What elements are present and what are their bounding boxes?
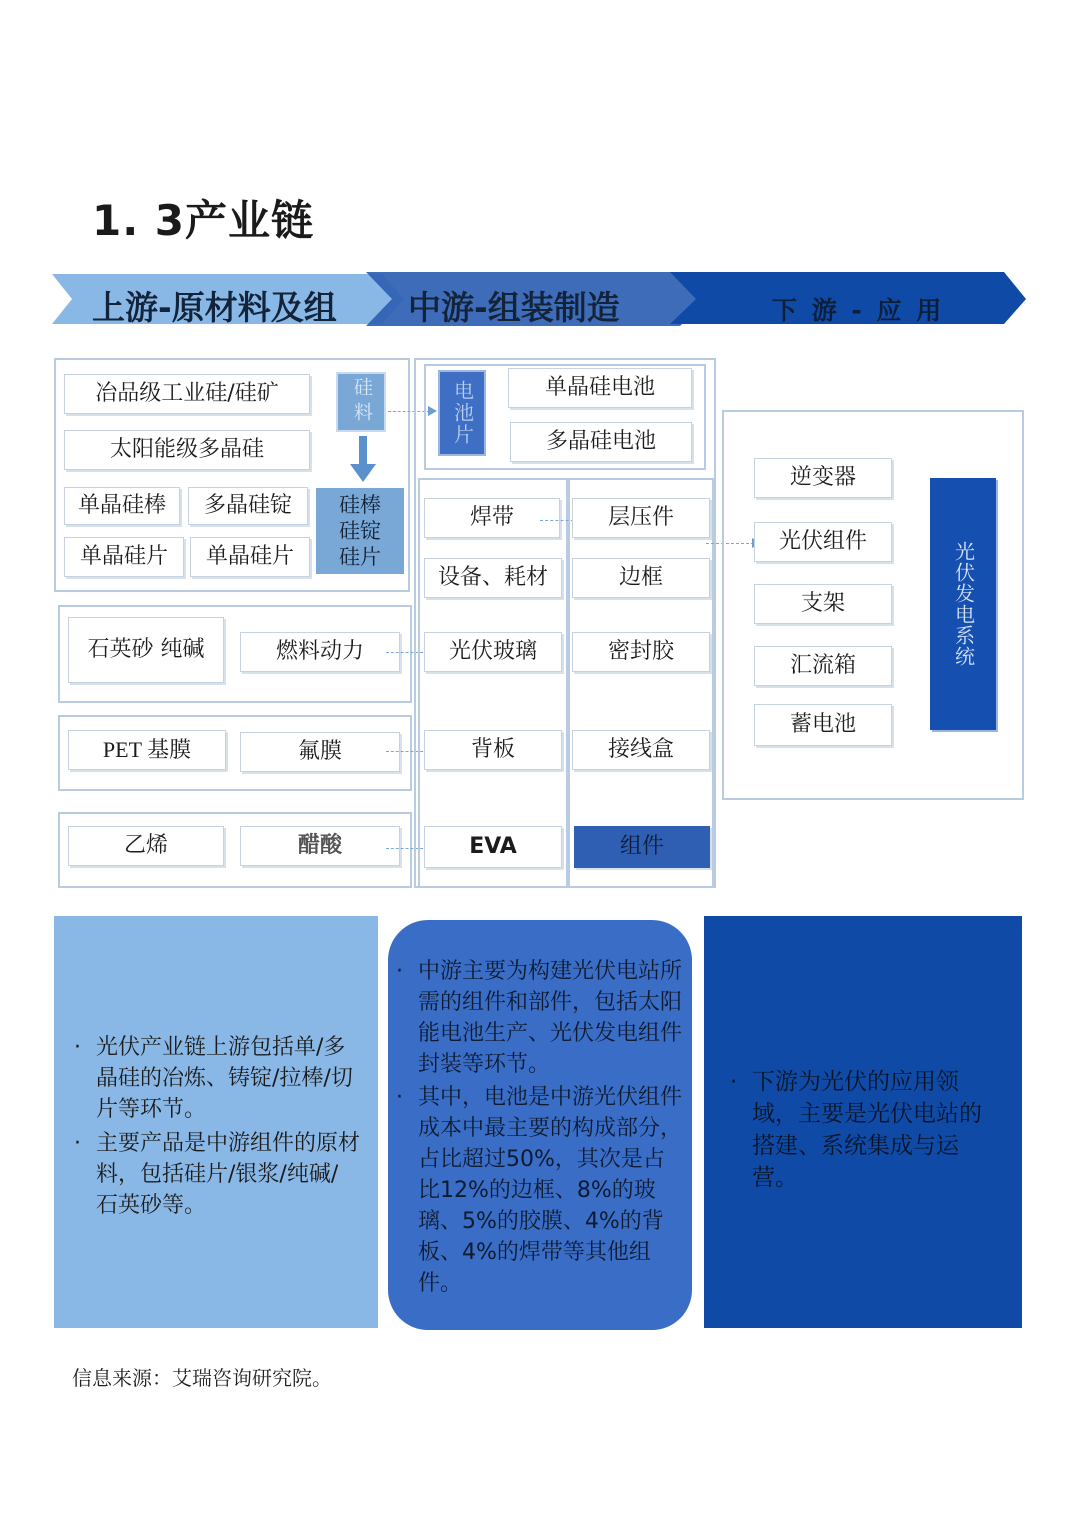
downstream-info-box [704, 916, 1022, 1328]
page-title: 1. 3产业链 [92, 196, 315, 245]
mono-wafer-box: 单晶硅片 [64, 537, 184, 577]
wafer-label: 硅片 [339, 545, 381, 570]
cell-label-box: 电池片 [438, 370, 486, 456]
ingot-wafer-stack [316, 488, 404, 574]
upstream-info-box [54, 916, 378, 1328]
laminate-box: 层压件 [572, 498, 710, 538]
down-arrow-icon [348, 436, 378, 486]
pv-power-system-box: 光伏发电系统 [930, 478, 996, 730]
metallurgical-silicon-box: 冶品级工业硅/硅矿 [64, 374, 310, 414]
eva-box: EVA [424, 826, 562, 868]
frame-box: 边框 [572, 558, 710, 598]
silicon-material-box: 硅料 [336, 372, 386, 432]
midstream-info-1: · 中游主要为构建光伏电站所需的组件和部件，包括太阳能电池生产、光伏发电组件封装等环节。 [396, 956, 682, 1080]
battery-box: 蓄电池 [754, 704, 892, 746]
inverter-box: 逆变器 [754, 458, 892, 498]
acetic-acid-box: 醋酸 [240, 826, 400, 866]
quartz-sand-box [68, 617, 224, 683]
upstream-heading: 上游-原材料及组 [92, 288, 337, 327]
poly-cell-box: 多晶硅电池 [510, 422, 692, 462]
equipment-consumables-box: 设备、耗材 [424, 558, 562, 598]
cast-ingot-label: 硅锭 [339, 518, 381, 543]
quartz-sand-label: 石英砂 纯碱 [87, 637, 205, 663]
mono-wafer-box-2: 单晶硅片 [190, 537, 310, 577]
pv-module-box: 光伏组件 [754, 522, 892, 562]
ethylene-box: 乙烯 [68, 826, 224, 866]
junction-box: 接线盒 [572, 730, 710, 770]
upstream-info-1: · 光伏产业链上游包括单/多晶硅的冶炼、铸锭/拉棒/切片等环节。 [74, 1032, 360, 1125]
module-box: 组件 [574, 826, 710, 868]
fuel-power-box: 燃料动力 [240, 632, 400, 672]
pv-glass-box: 光伏玻璃 [424, 632, 562, 672]
bracket-box: 支架 [754, 584, 892, 624]
source-note: 信息来源：艾瑞咨询研究院。 [72, 1366, 332, 1390]
polysilicon-box: 太阳能级多晶硅 [64, 430, 310, 470]
downstream-info-1: · 下游为光伏的应用领域，主要是光伏电站的搭建、系统集成与运营。 [730, 1066, 992, 1194]
sealant-box: 密封胶 [572, 632, 710, 672]
backsheet-box: 背板 [424, 730, 562, 770]
ingot-label: 硅棒 [339, 492, 381, 517]
downstream-heading: 下 游 - 应 用 [772, 296, 945, 325]
midstream-info-box [388, 920, 692, 1330]
pet-film-box: PET 基膜 [68, 730, 226, 770]
poly-ingot-box: 多晶硅锭 [188, 487, 308, 525]
fluoro-film-box: 氟膜 [240, 732, 400, 772]
mono-ingot-box: 单晶硅棒 [64, 487, 180, 525]
midstream-info-2: · 其中，电池是中游光伏组件成本中最主要的构成部分，占比超过50%，其次是占比12%的边框、8%的玻璃、5%的胶膜、4%的背板、4%的焊带等其他组件。 [396, 1082, 682, 1299]
midstream-heading: 中游-组装制造 [408, 288, 620, 327]
combiner-box: 汇流箱 [754, 646, 892, 686]
upstream-info-2: · 主要产品是中游组件的原材料，包括硅片/银浆/纯碱/石英砂等。 [74, 1128, 360, 1221]
mono-cell-box: 单晶硅电池 [508, 368, 692, 408]
ribbon-box: 焊带 [424, 498, 560, 538]
